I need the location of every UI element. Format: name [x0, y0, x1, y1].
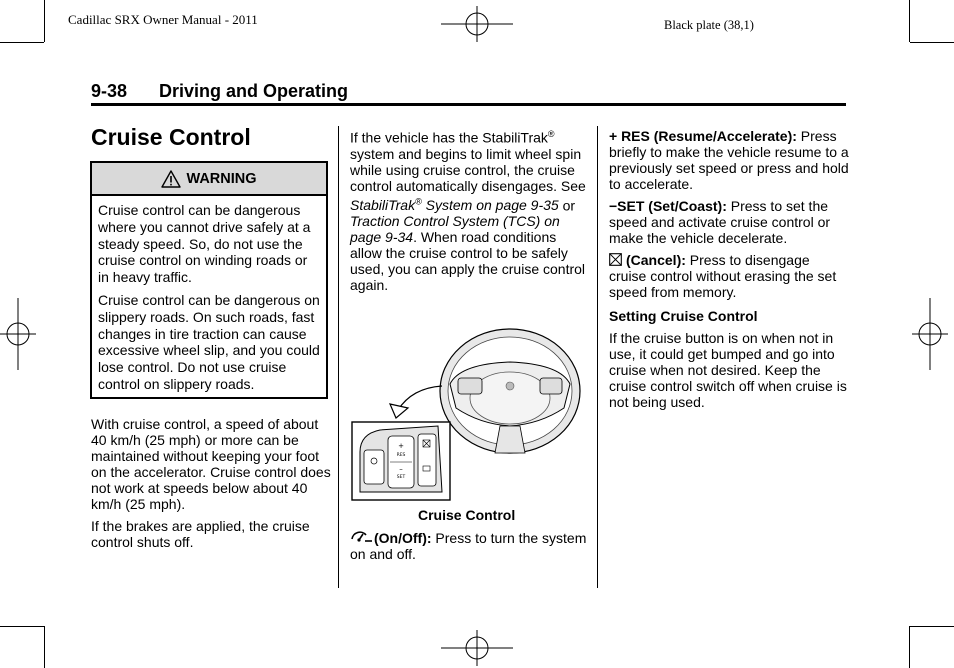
steering-wheel-figure: [350, 316, 586, 502]
crop-mark: [910, 626, 954, 627]
onoff-label: (On/Off):: [374, 530, 432, 546]
crop-mark: [909, 0, 910, 42]
warning-paragraph: Cruise control can be dangerous on slippery roads. On such roads, fast changes in tire traction can cause excessive wheel slip, and you could lose control. Do not use cruise control on slippery roads.: [98, 291, 320, 392]
section-title: Driving and Operating: [159, 81, 349, 101]
running-header-left: Cadillac SRX Owner Manual - 2011: [68, 12, 258, 27]
cancel-description: (Cancel): Press to disengage cruise control without erasing the set speed from memory.: [609, 252, 837, 300]
svg-text:+: +: [398, 442, 404, 450]
onoff-description: [350, 529, 590, 562]
warning-label: WARNING: [186, 170, 257, 187]
cancel-label: (Cancel):: [626, 252, 686, 268]
crop-mark: [0, 626, 44, 627]
figure-caption: Cruise Control: [418, 507, 516, 523]
registration-crosshair-icon: [441, 630, 513, 666]
set-description: −SET (Set/Coast): Press to set the speed and activate cruise control or make the vehicle decelerate.: [609, 198, 831, 246]
cross-reference-link[interactable]: Traction Control System (TCS) on page 9-34: [350, 213, 560, 246]
stabilitrak-paragraph: If the vehicle has the StabiliTrak® system and begins to limit wheel spin while using cruise control, the cruise control automatically disengages. See StabiliTrak® System on page 9-35 or Traction Control System (TCS) on page 9-34. When road conditions allow the cruise control to be safely used, you can apply the cruise control again.: [350, 129, 586, 294]
warning-box: [90, 161, 328, 399]
crop-mark: [909, 626, 910, 668]
warning-text: [92, 196, 326, 393]
onoff-text: Press to turn the system on and off.: [350, 530, 587, 562]
body-paragraph: If the cruise button is on when not in use, it could get bumped and go into cruise when not desired. Keep the cruise control switch off when cruise is not being used.: [609, 330, 847, 410]
warning-paragraph: Cruise control can be dangerous where you cannot drive safely at a steady speed. So, do not use the cruise control on winding roads or in heavy traffic.: [98, 202, 311, 286]
svg-text:SET: SET: [396, 475, 406, 480]
crop-mark: [44, 0, 45, 42]
warning-triangle-icon: [161, 170, 181, 188]
warning-header: [92, 163, 326, 196]
cancel-icon: [609, 253, 622, 266]
running-header-right: Black plate (38,1): [664, 18, 754, 32]
column-divider: [597, 126, 598, 588]
svg-text:RES: RES: [396, 453, 406, 458]
sub-heading: Setting Cruise Control: [609, 308, 758, 324]
crop-mark: [0, 42, 44, 43]
page-title: Cruise Control: [91, 124, 251, 150]
set-label: −SET (Set/Coast):: [609, 198, 727, 214]
res-description: + RES (Resume/Accelerate): Press briefly to make the vehicle resume to a previously set speed or press and hold to accelerate.: [609, 128, 849, 192]
cross-reference-link[interactable]: StabiliTrak® System on page 9-35: [350, 196, 559, 214]
body-paragraph: If the brakes are applied, the cruise control shuts off.: [91, 518, 310, 550]
registration-crosshair-icon: [441, 6, 513, 42]
registration-crosshair-icon: [912, 298, 948, 370]
cruise-onoff-icon: [350, 529, 374, 545]
column-1: [91, 416, 331, 556]
column-3: [609, 128, 849, 416]
column-divider: [338, 126, 339, 588]
res-label: + RES (Resume/Accelerate):: [609, 128, 797, 144]
page-number: 9-38: [91, 81, 128, 101]
column-2: [350, 126, 586, 299]
section-heading: [91, 80, 846, 106]
registration-crosshair-icon: [0, 298, 36, 370]
crop-mark: [910, 42, 954, 43]
body-paragraph: With cruise control, a speed of about 40 km/h (25 mph) or more can be maintained without keeping your foot on the accelerator. Cruise control does not work at speeds below about 40 km/h (25 mph).: [91, 416, 331, 512]
svg-text:–: –: [399, 465, 403, 473]
crop-mark: [44, 626, 45, 668]
